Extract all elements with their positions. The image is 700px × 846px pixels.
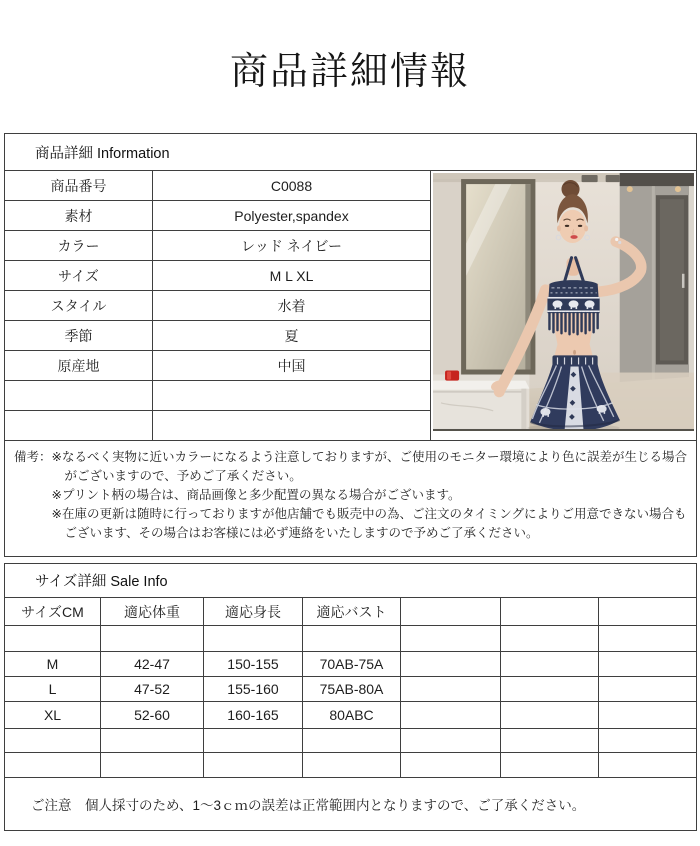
size-cell: 80ABC [303, 702, 401, 729]
product-photo-image [433, 173, 694, 431]
size-note: ご注意 個人採寸のため、1～3ｃｍの誤差は正常範囲内となりますので、ご了承ください。 [5, 778, 697, 831]
remarks-text [52, 448, 689, 543]
size-cell [501, 652, 599, 677]
size-cell: 75AB-80A [303, 677, 401, 702]
size-cell [599, 753, 697, 778]
size-row [5, 729, 697, 753]
size-cell [5, 753, 101, 778]
info-label: 素材 [5, 201, 153, 231]
size-row-l [5, 677, 697, 702]
size-cell [303, 626, 401, 652]
page-title: 商品詳細情報 [229, 51, 470, 93]
size-cell [101, 626, 204, 652]
size-cell [401, 652, 501, 677]
info-label: 商品番号 [5, 171, 153, 201]
size-col-header: 適応身長 [204, 598, 303, 626]
size-header-row [5, 598, 697, 626]
product-photo [431, 171, 697, 441]
info-table-header: 商品詳細 Information [5, 134, 697, 171]
bathroom-swimsuit-photo [433, 173, 694, 431]
size-cell [5, 626, 101, 652]
size-cell [101, 729, 204, 753]
info-value: M L XL [153, 261, 431, 291]
size-col-header: 適応バスト [303, 598, 401, 626]
info-value: 水着 [153, 291, 431, 321]
size-cell [501, 677, 599, 702]
size-col-header: サイズCM [5, 598, 101, 626]
info-label: サイズ [5, 261, 153, 291]
info-value [153, 381, 431, 411]
info-value: 夏 [153, 321, 431, 351]
size-cell: 155-160 [204, 677, 303, 702]
size-cell: 160-165 [204, 702, 303, 729]
info-value: レッド ネイビー [153, 231, 431, 261]
size-cell [401, 729, 501, 753]
size-col-header [599, 598, 697, 626]
size-row [5, 753, 697, 778]
size-cell [401, 626, 501, 652]
size-cell: 150-155 [204, 652, 303, 677]
size-cell [204, 626, 303, 652]
size-row [5, 626, 697, 652]
size-cell: 42-47 [101, 652, 204, 677]
size-row-m [5, 652, 697, 677]
size-cell [303, 729, 401, 753]
size-cell: XL [5, 702, 101, 729]
size-cell [401, 702, 501, 729]
info-table [4, 133, 697, 557]
size-cell [501, 729, 599, 753]
info-label [5, 381, 153, 411]
info-label: 季節 [5, 321, 153, 351]
size-cell [303, 753, 401, 778]
info-label: スタイル [5, 291, 153, 321]
remark-item: ※なるべく実物に近いカラーになるよう注意しておりますが、ご使用のモニター環境により色に誤差が生じる場合がございますので、予めご了承ください。 [51, 450, 687, 483]
size-col-header: 適応体重 [101, 598, 204, 626]
remark-item: ※在庫の更新は随時に行っておりますが他店舗でも販売中の為、ご注文のタイミングによりご用意できない場合もございます、その場合はお客様には必ず連絡をいたしますので予めご了承ください。 [51, 507, 687, 540]
info-label [5, 411, 153, 441]
info-label: カラー [5, 231, 153, 261]
info-value: C0088 [153, 171, 431, 201]
size-cell: 70AB-75A [303, 652, 401, 677]
size-cell: M [5, 652, 101, 677]
size-cell [599, 729, 697, 753]
info-label: 原産地 [5, 351, 153, 381]
size-cell [599, 702, 697, 729]
size-col-header [501, 598, 599, 626]
info-value: Polyester,spandex [153, 201, 431, 231]
size-cell [501, 702, 599, 729]
size-cell [5, 729, 101, 753]
size-cell [501, 626, 599, 652]
size-cell [501, 753, 599, 778]
size-cell: 47-52 [101, 677, 204, 702]
remark-item: ※プリント柄の場合は、商品画像と多少配置の異なる場合がございます。 [51, 488, 461, 502]
size-cell [599, 677, 697, 702]
size-cell [599, 652, 697, 677]
size-cell: 52-60 [101, 702, 204, 729]
size-cell [204, 729, 303, 753]
size-cell [204, 753, 303, 778]
size-cell [599, 626, 697, 652]
remarks-section [5, 441, 697, 557]
info-value [153, 411, 431, 441]
remarks-label: 備考： [14, 450, 52, 464]
size-cell [101, 753, 204, 778]
size-col-header [401, 598, 501, 626]
info-value: 中国 [153, 351, 431, 381]
size-table-header: サイズ詳細 Sale Info [5, 564, 697, 598]
size-table [4, 563, 697, 831]
size-row-xl [5, 702, 697, 729]
size-cell: L [5, 677, 101, 702]
size-cell [401, 753, 501, 778]
info-row [5, 171, 697, 201]
size-cell [401, 677, 501, 702]
